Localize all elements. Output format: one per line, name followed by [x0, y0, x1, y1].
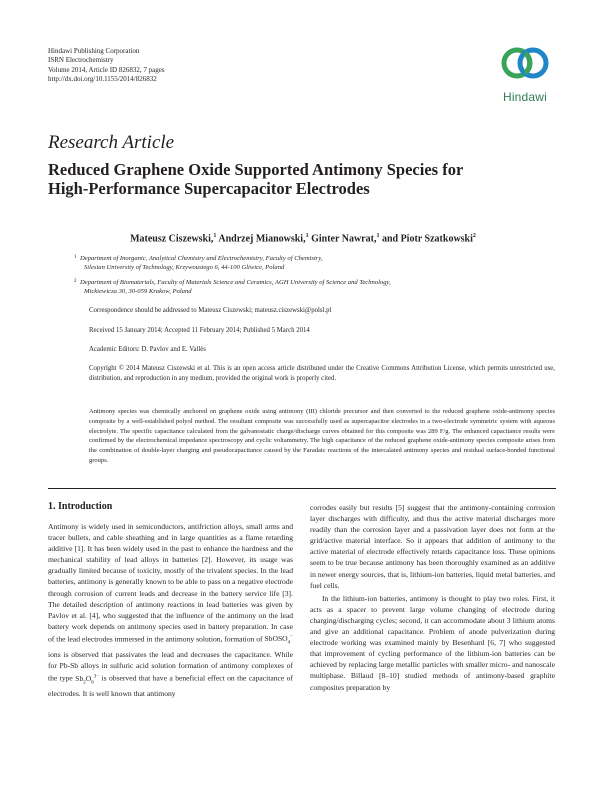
affiliation-sup: 2 — [74, 279, 77, 284]
hindawi-rings-icon — [497, 42, 553, 90]
volume-line: Volume 2014, Article ID 826832, 7 pages — [48, 65, 165, 74]
logo-text: Hindawi — [502, 90, 548, 104]
section-heading: 1. Introduction — [48, 501, 113, 512]
author-affil-sup: 1 — [213, 233, 217, 239]
affiliation-sup: 1 — [74, 255, 77, 260]
affiliation-line: Mickiewicza 30, 30-059 Krakow, Poland — [84, 288, 192, 296]
affiliation-line: Department of Inorganic, Analytical Chemistry and Electrochemistry, Faculty of Chemistry, — [80, 255, 323, 262]
affiliation-line: Department of Biomaterials, Faculty of Materials Science and Ceramics, AGH University of Science and Technology, — [80, 279, 391, 286]
author-affil-sup: 1 — [305, 233, 309, 239]
doi-link[interactable]: http://dx.doi.org/10.1155/2014/826832 — [48, 75, 157, 84]
body-paragraph — [48, 521, 293, 700]
correspondence-line: Correspondence should be addressed to Mateusz Ciszewski; mateusz.ciszewski@polsl.pl — [89, 307, 332, 314]
journal-line: ISRN Electrochemistry — [48, 56, 114, 65]
body-column-right — [310, 502, 555, 693]
chemical-formula: $Sb_2O_6^{3-}$ — [75, 673, 100, 686]
affiliation-line: Silesian University of Technology, Krzywoustego 6, 44-100 Gliwice, Poland — [84, 264, 285, 272]
author-name[interactable]: Andrzej Mianowski, — [218, 233, 306, 245]
article-title — [48, 160, 558, 198]
affiliation-2 — [74, 278, 560, 297]
body-column-left — [48, 521, 293, 700]
author-affil-sup: 2 — [472, 233, 476, 239]
publisher-line: Hindawi Publishing Corporation — [48, 47, 140, 55]
paragraph-text: Antimony is widely used in semiconductors, antifriction alloys, small arms and tracer bullets, and cable sheathing and in large quantities as a flame retarding additive [1]. It has been widely used in the past to enhance the hardness and the mechanical stability of lead alloys in batteries [2]. However, its usage was gradually limited because of toxicity, mostly of the trivalent species. In the lead batteries, antimony is generally known to be able to pass on a negative electrode through corrosion of current leads and decrease in the battery service life [3]. The detailed description of antimony reactions in lead batteries was given by Pavlov et al. [4], who suggested that the influence of the antimony on the lead battery work depends on antimony species used in battery preparation. In case of the lead electrodes immersed in the antimony solution, formation of — [48, 522, 293, 644]
section-divider — [48, 488, 556, 489]
journal-header — [48, 47, 165, 85]
abstract-text: Antimony species was chemically anchored on graphene oxide using antimony (III) chloride precursor and then converted to the reduced graphene oxide-antimony species composite by a well-established polyol method. The resultant composite was successfully used as supercapacitor electrodes in a two-electrode symmetric system with aqueous electrolyte. The specific capacitance calculated from the galvanostatic charge/discharge curves obtained for this composite was 289 F/g. The enhanced capacitance results were confirmed by the electrochemical impedance spectroscopy and cyclic voltammetry. The high capacitance of the reduced graphene oxide-antimony species composite arises from the combination of double-layer charging and pseudocapacitance caused by the Faradaic reactions of the intercalated antimony species and residual surface-bonded functional groups. — [89, 408, 555, 464]
author-name[interactable]: and Piotr Szatkowski — [381, 233, 473, 245]
author-list — [48, 233, 558, 244]
hindawi-logo — [497, 42, 553, 102]
author-affil-sup: 1 — [376, 233, 380, 239]
author-name[interactable]: Ginter Nawrat, — [311, 233, 377, 245]
article-type: Research Article — [48, 132, 175, 153]
body-paragraph: corrodes easily but results [5] suggest that the antimony-containing corrosion layer discharges with difficulty, and thus the active material discharges more readily than the corrosion layer and a passivation layer does not form at the grid/active material interface. So it appears that addition of antimony to the active material of electrode effectively retards capacitance loss. These opinions seem to be true because antimony has been thoroughly examined as an additive in newer energy sources, that is, lithium-ion batteries, liquid metal batteries, and fuel cells. — [310, 503, 555, 590]
paragraph-text: is observed that have a beneficial effect on the capacitance of electrodes. It is well known that antimony — [48, 673, 293, 699]
chemical-formula: SbOSO$_4$− — [264, 634, 293, 646]
affiliation-1 — [74, 254, 560, 273]
title-line-1: Reduced Graphene Oxide Supported Antimony Species for — [48, 160, 464, 179]
copyright-notice: Copyright © 2014 Mateusz Ciszewski et al. This is an open access article distributed under the Creative Commons Attribution License, which permits unrestricted use, distribution, and reproduction in any medium, provided the original work is properly cited. — [89, 365, 555, 382]
dates-line: Received 15 January 2014; Accepted 11 February 2014; Published 5 March 2014 — [89, 327, 310, 334]
title-line-2: High-Performance Supercapacitor Electrodes — [48, 179, 370, 198]
paragraph-text: ions is observed that passivates the lead and decreases the capacitance. While for Pb-Sb alloys in sulfuric acid solution formation of antimony complexes of the type — [48, 650, 293, 683]
author-name[interactable]: Mateusz Ciszewski, — [130, 233, 214, 245]
editors-line: Academic Editors: D. Pavlov and E. Vallès — [89, 346, 206, 353]
body-paragraph: In the lithium-ion batteries, antimony is thought to play two roles. First, it acts as a spacer to prevent large volume changing of electrode during charging/discharging cycles; second, it can accommodate about 3 lithium atoms and give an additional capacitance. Problem of anode pulverization during electrode working was examined mainly by Besenhard [6, 7] who suggested that improvement of cycling performance of the lithium-ion batteries can be achieved by replacing large metallic particles with smaller micro- and nanoscale multiphase. Billaud [8–10] studied methods of antimony-based graphite composites preparation by — [310, 593, 555, 692]
